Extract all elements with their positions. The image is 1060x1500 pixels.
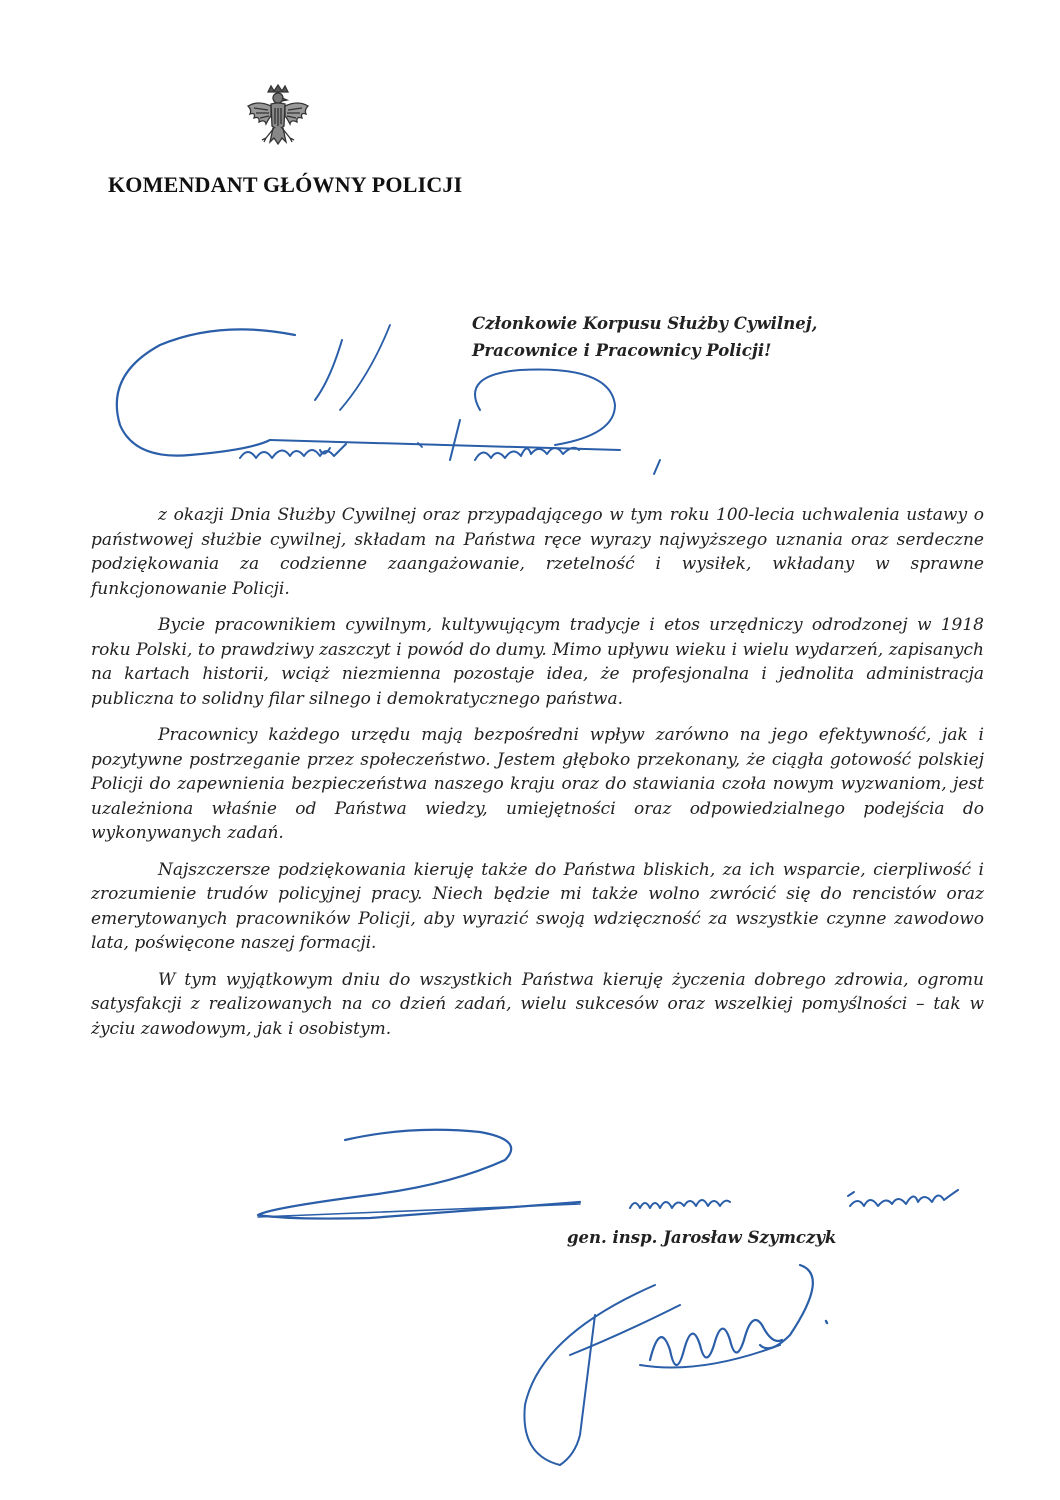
body-paragraph-5: W tym wyjątkowym dniu do wszystkich Państwa kieruję życzenia dobrego zdrowia, ogromu satysfakcji z realizowanych na co dzień zadań, wielu sukcesów oraz wszelkiej pomyślności – tak w życiu zawodowym, jak i osobistym.: [91, 969, 984, 1039]
handwritten-salutation: [100, 300, 700, 500]
handwritten-signature: [500, 1245, 860, 1475]
body-paragraph-2: Bycie pracownikiem cywilnym, kultywującym tradycje i etos urzędniczy odrodzonej w 1918 roku Polski, to prawdziwy zaszczyt i powód do dumy. Mimo upływu wieku i wielu wydarzeń, zapisanych na kartach historii, wciąż niezmienna pozostaje idea, że profesjonalna i jednolita administracja publiczna to solidny filar silnego i demokratycznego państwa.: [91, 615, 984, 709]
body-paragraph-1: z okazji Dnia Służby Cywilnej oraz przypadającego w tym roku 100-lecia uchwalenia ustawy o państwowej służbie cywilnej, składam na Państwa ręce wyrazy najwyższego uznania oraz serdeczne podziękowania za codzienne zaangażowanie, rzetelność i wysiłek, wkładany w sprawne funkcjonowanie Policji.: [91, 505, 984, 599]
polish-eagle-emblem-icon: [240, 82, 316, 158]
body-paragraph-4: Najszczersze podziękowania kieruję także do Państwa bliskich, za ich wsparcie, cierpliwość i zrozumienie trudów policyjnej pracy. Niech będzie mi także wolno zwrócić się do rencistów oraz emerytowanych pracowników Policji, aby wyrazić swoją wdzięczność za wszystkie czynne zawodowo lata, poświęcone naszej formacji.: [91, 859, 984, 953]
handwritten-closing: [250, 1120, 1030, 1230]
addressee-line-2: Pracownice i Pracownicy Policji!: [472, 341, 772, 360]
letter-body: [91, 503, 984, 1053]
organization-title: KOMENDANT GŁÓWNY POLICJI: [108, 172, 463, 197]
addressee-line-1: Członkowie Korpusu Służby Cywilnej,: [472, 314, 818, 333]
signer-name: gen. insp. Jarosław Szymczyk: [567, 1228, 837, 1247]
body-paragraph-3: Pracownicy każdego urzędu mają bezpośredni wpływ zarówno na jego efektywność, jak i pozytywne postrzeganie przez społeczeństwo. Jestem głęboko przekonany, że ciągła gotowość polskiej Policji do zapewnienia bezpieczeństwa naszego kraju oraz do stawiania czoła nowym wyzwaniom, jest uzależniona właśnie od Państwa wiedzy, umiejętności oraz odpowiedzialnego podejścia do wykonywanych zadań.: [91, 725, 984, 843]
